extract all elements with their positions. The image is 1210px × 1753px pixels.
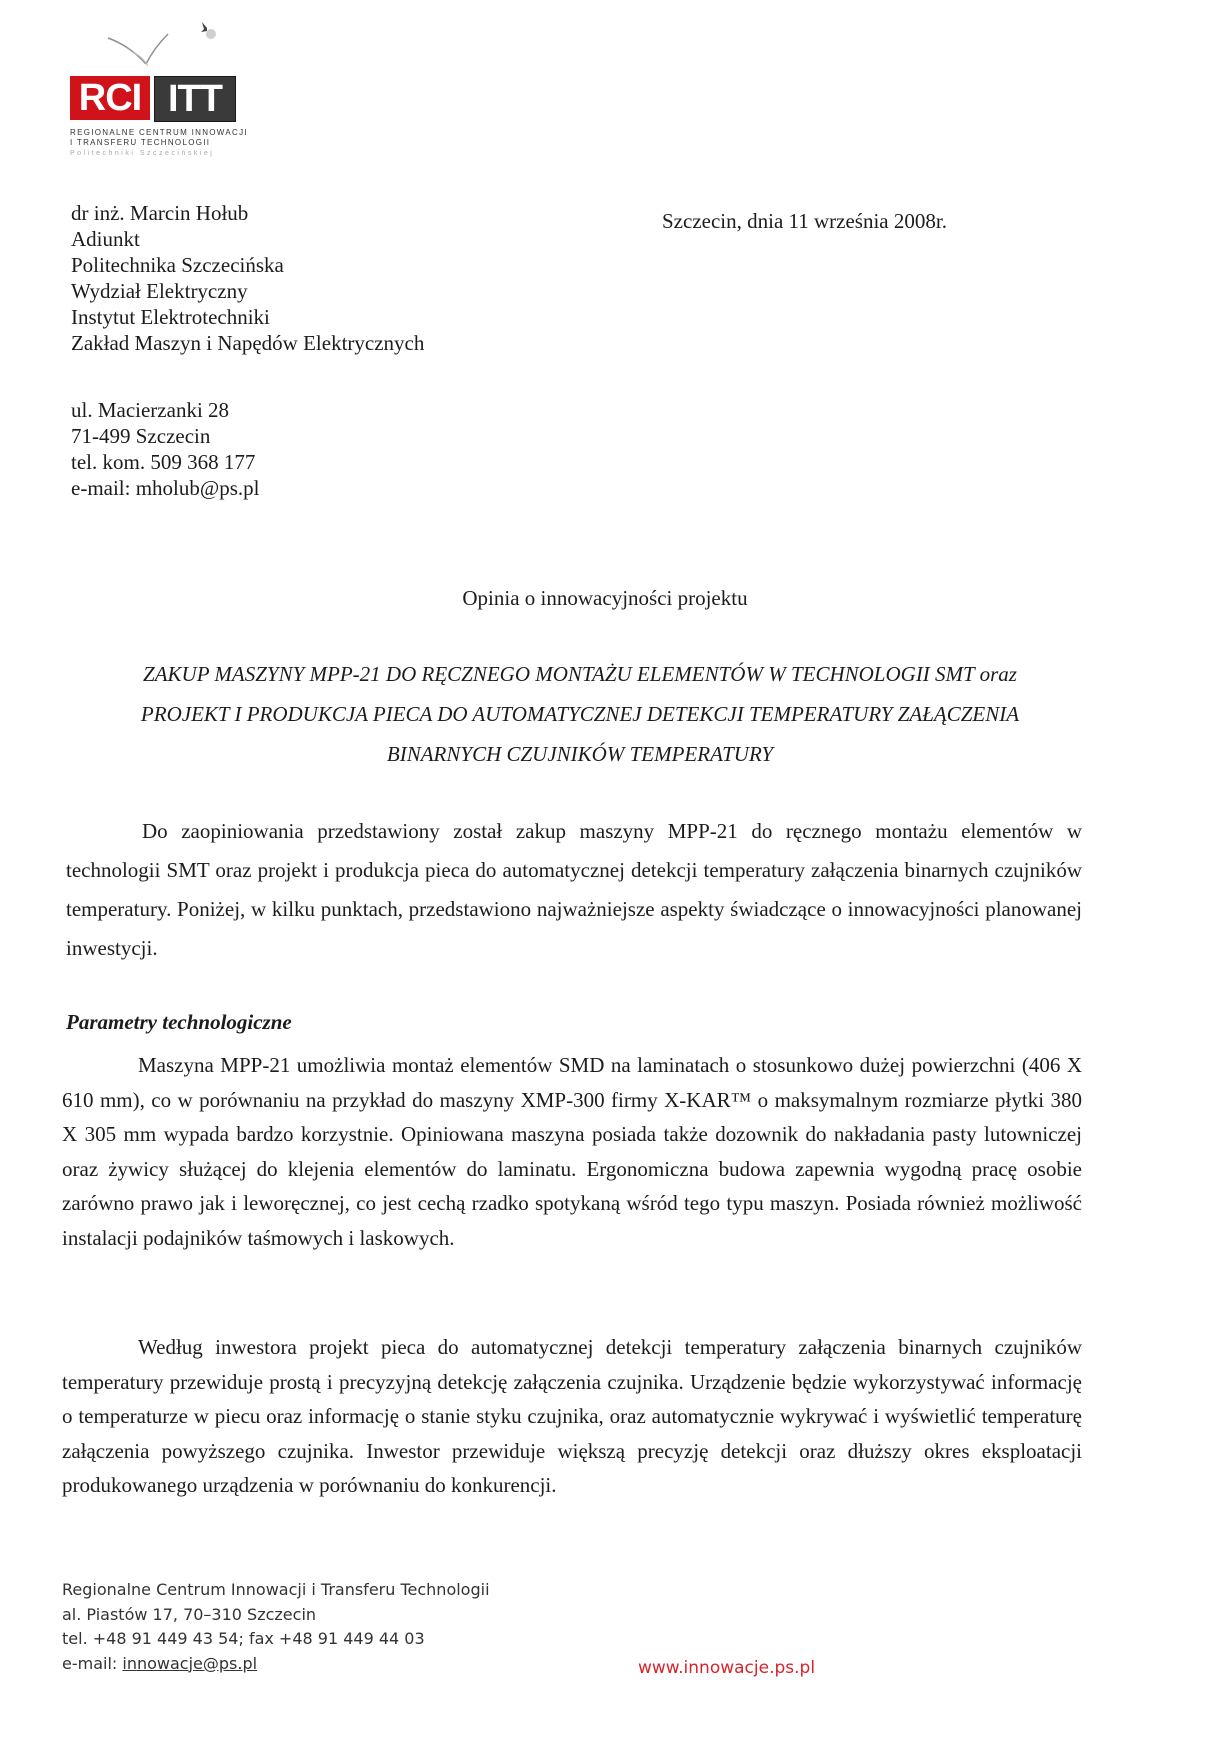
logo-rci-box: RCI — [70, 76, 150, 120]
address-email: e-mail: mholub@ps.pl — [71, 476, 260, 500]
footer-address: al. Piastów 17, 70–310 Szczecin — [62, 1604, 317, 1624]
footer-email-label: e-mail: — [62, 1653, 123, 1673]
sender-institute: Instytut Elektrotechniki — [71, 305, 270, 329]
section-heading: Parametry technologiczne — [66, 1010, 292, 1034]
logo-caption-line3: Politechniki Szczecińskiej — [70, 150, 215, 157]
rcitt-logo — [68, 10, 258, 160]
sender-department: Zakład Maszyn i Napędów Elektrycznych — [71, 331, 425, 355]
sender-name: dr inż. Marcin Hołub — [71, 201, 249, 225]
address-city: 71-499 Szczecin — [71, 424, 211, 448]
footer-email-link[interactable]: innowacje@ps.pl — [122, 1653, 258, 1673]
bird-icon — [68, 10, 258, 80]
logo-caption-line2: I TRANSFERU TECHNOLOGII — [70, 138, 211, 147]
address-phone: tel. kom. 509 368 177 — [71, 450, 256, 474]
footer-contact — [62, 1578, 490, 1676]
sender-position: Adiunkt — [71, 227, 140, 251]
address-street: ul. Macierzanki 28 — [71, 398, 230, 422]
sender-university: Politechnika Szczecińska — [71, 253, 284, 277]
opinion-heading: Opinia o innowacyjności projektu — [462, 586, 748, 610]
logo-caption-line1: REGIONALNE CENTRUM INNOWACJI — [70, 128, 248, 137]
project-title-line2: PROJEKT I PRODUKCJA PIECA DO AUTOMATYCZNEJ DETEKCJI TEMPERATURY ZAŁĄCZENIA — [140, 702, 1020, 726]
footer-org: Regionalne Centrum Innowacji i Transferu Technologii — [62, 1580, 490, 1599]
project-title-line1: ZAKUP MASZYNY MPP-21 DO RĘCZNEGO MONTAŻU ELEMENTÓW W TECHNOLOGII SMT oraz — [143, 662, 1017, 686]
paragraph-intro: Do zaopiniowania przedstawiony został zakup maszyny MPP-21 do ręcznego montażu elementów w technologii SMT oraz projekt i produkcja pieca do automatycznej detekcji temperatury załączenia binarnych czujników temperatury. Poniżej, w kilku punktach, przedstawiono najważniejsze aspekty świadczące o innowacyjności planowanej inwestycji. — [66, 819, 1082, 960]
project-title — [80, 654, 1080, 774]
logo-itt-box: ITT — [154, 76, 236, 122]
project-title-line3: BINARNYCH CZUJNIKÓW TEMPERATURY — [386, 742, 774, 766]
website-link[interactable]: www.innowacje.ps.pl — [638, 1658, 816, 1678]
paragraph-machine: Maszyna MPP-21 umożliwia montaż elementów SMD na laminatach o stosunkowo dużej powierzchni (406 X 610 mm), co w porównaniu na przykład do maszyny XMP-300 firmy X-KAR™ o maksymalnym rozmiarze płytki 380 X 305 mm wypada bardzo korzystnie. Opiniowana maszyna posiada także dozownik do nakładania pasty lutowniczej oraz żywicy służącej do klejenia elementów do laminatu. Ergonomiczna budowa zapewnia wygodną pracę osobie zarówno prawo jak i leworęcznej, co jest cechą rzadko spotykaną wśród tego typu maszyn. Posiada również możliwość instalacji podajników taśmowych i laskowych. — [62, 1053, 1082, 1250]
sender-faculty: Wydział Elektryczny — [71, 279, 248, 303]
sender-block — [71, 200, 424, 356]
footer-phone: tel. +48 91 449 43 54; fax +48 91 449 44 03 — [62, 1629, 425, 1648]
paragraph-oven: Według inwestora projekt pieca do automatycznej detekcji temperatury załączenia binarnych czujników temperatury przewiduje prostą i precyzyjną detekcję załączenia czujnika. Urządzenie będzie wykorzystywać informację o temperaturze w piecu oraz informację o stanie styku czujnika, oraz automatycznie wykrywać i wyświetlić temperaturę załączenia powyższego czujnika. Inwestor przewiduje większą precyzję detekcji oraz dłuższy okres eksploatacji produkowanego urządzenia w porównaniu do konkurencji. — [62, 1335, 1082, 1497]
letter-date: Szczecin, dnia 11 września 2008r. — [662, 209, 947, 233]
address-block — [71, 397, 260, 501]
footer-email-line — [62, 1652, 490, 1677]
